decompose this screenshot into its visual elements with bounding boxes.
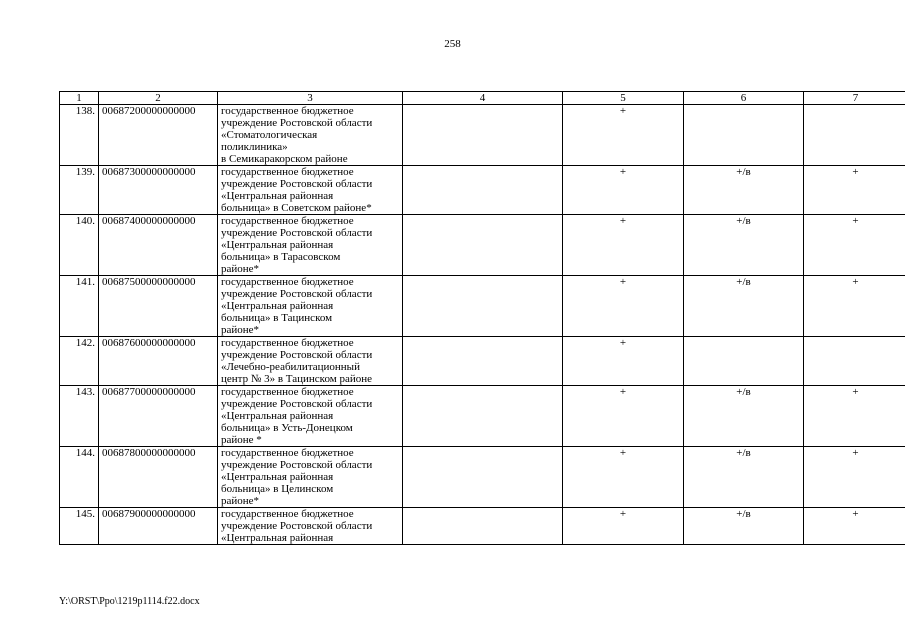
row-number-cell: 139. <box>60 166 99 215</box>
column-7-cell: + <box>804 508 905 545</box>
column-4-cell <box>403 508 563 545</box>
institution-name-cell: государственное бюджетное учреждение Ростовской области «Стоматологическая поликлиника» в Семикаракорском районе <box>218 105 403 166</box>
column-header: 6 <box>684 92 804 105</box>
column-7-cell: + <box>804 386 905 447</box>
column-6-cell: +/в <box>684 447 804 508</box>
column-7-cell: + <box>804 215 905 276</box>
table-header-row <box>60 92 905 105</box>
column-6-cell: +/в <box>684 276 804 337</box>
column-7-cell: + <box>804 276 905 337</box>
column-5-cell: + <box>563 447 684 508</box>
column-7-cell <box>804 337 905 386</box>
code-cell: 00687800000000000 <box>99 447 218 508</box>
table-row <box>60 276 905 337</box>
institution-name-cell: государственное бюджетное учреждение Ростовской области «Центральная районная больница» в Целинском районе* <box>218 447 403 508</box>
page-number: 258 <box>444 38 461 50</box>
institution-name-cell: государственное бюджетное учреждение Ростовской области «Лечебно-реабилитационный центр № 3» в Тацинском районе <box>218 337 403 386</box>
column-header: 5 <box>563 92 684 105</box>
table-row <box>60 337 905 386</box>
column-7-cell: + <box>804 166 905 215</box>
column-7-cell <box>804 105 905 166</box>
column-header: 2 <box>99 92 218 105</box>
column-5-cell: + <box>563 276 684 337</box>
code-cell: 00687700000000000 <box>99 386 218 447</box>
table-row <box>60 105 905 166</box>
code-cell: 00687500000000000 <box>99 276 218 337</box>
code-cell: 00687900000000000 <box>99 508 218 545</box>
column-6-cell: +/в <box>684 166 804 215</box>
column-6-cell <box>684 105 804 166</box>
column-header: 7 <box>804 92 905 105</box>
row-number-cell: 141. <box>60 276 99 337</box>
column-6-cell: +/в <box>684 508 804 545</box>
row-number-cell: 144. <box>60 447 99 508</box>
column-header: 1 <box>60 92 99 105</box>
column-5-cell: + <box>563 215 684 276</box>
code-cell: 00687200000000000 <box>99 105 218 166</box>
institution-name-cell: государственное бюджетное учреждение Ростовской области «Центральная районная больница» в Советском районе* <box>218 166 403 215</box>
column-4-cell <box>403 166 563 215</box>
table-row <box>60 447 905 508</box>
column-header: 4 <box>403 92 563 105</box>
institution-name-cell: государственное бюджетное учреждение Ростовской области «Центральная районная <box>218 508 403 545</box>
row-number-cell: 138. <box>60 105 99 166</box>
code-cell: 00687300000000000 <box>99 166 218 215</box>
column-6-cell <box>684 337 804 386</box>
column-4-cell <box>403 276 563 337</box>
data-table <box>59 91 905 545</box>
column-5-cell: + <box>563 386 684 447</box>
column-5-cell: + <box>563 105 684 166</box>
column-header: 3 <box>218 92 403 105</box>
table-body <box>60 105 905 545</box>
row-number-cell: 145. <box>60 508 99 545</box>
institution-name-cell: государственное бюджетное учреждение Ростовской области «Центральная районная больница» в Тацинском районе* <box>218 276 403 337</box>
column-4-cell <box>403 386 563 447</box>
row-number-cell: 142. <box>60 337 99 386</box>
column-4-cell <box>403 215 563 276</box>
column-4-cell <box>403 105 563 166</box>
column-6-cell: +/в <box>684 386 804 447</box>
institution-name-cell: государственное бюджетное учреждение Ростовской области «Центральная районная больница» в Усть-Донецком районе * <box>218 386 403 447</box>
column-4-cell <box>403 337 563 386</box>
column-4-cell <box>403 447 563 508</box>
table-row <box>60 215 905 276</box>
column-6-cell: +/в <box>684 215 804 276</box>
table-row <box>60 386 905 447</box>
table-row <box>60 166 905 215</box>
code-cell: 00687400000000000 <box>99 215 218 276</box>
row-number-cell: 140. <box>60 215 99 276</box>
column-5-cell: + <box>563 337 684 386</box>
institution-name-cell: государственное бюджетное учреждение Ростовской области «Центральная районная больница» в Тарасовском районе* <box>218 215 403 276</box>
code-cell: 00687600000000000 <box>99 337 218 386</box>
column-7-cell: + <box>804 447 905 508</box>
column-5-cell: + <box>563 508 684 545</box>
column-5-cell: + <box>563 166 684 215</box>
row-number-cell: 143. <box>60 386 99 447</box>
file-path-footer: Y:\ORST\Ppo\1219p1114.f22.docx <box>59 596 200 607</box>
table-row <box>60 508 905 545</box>
